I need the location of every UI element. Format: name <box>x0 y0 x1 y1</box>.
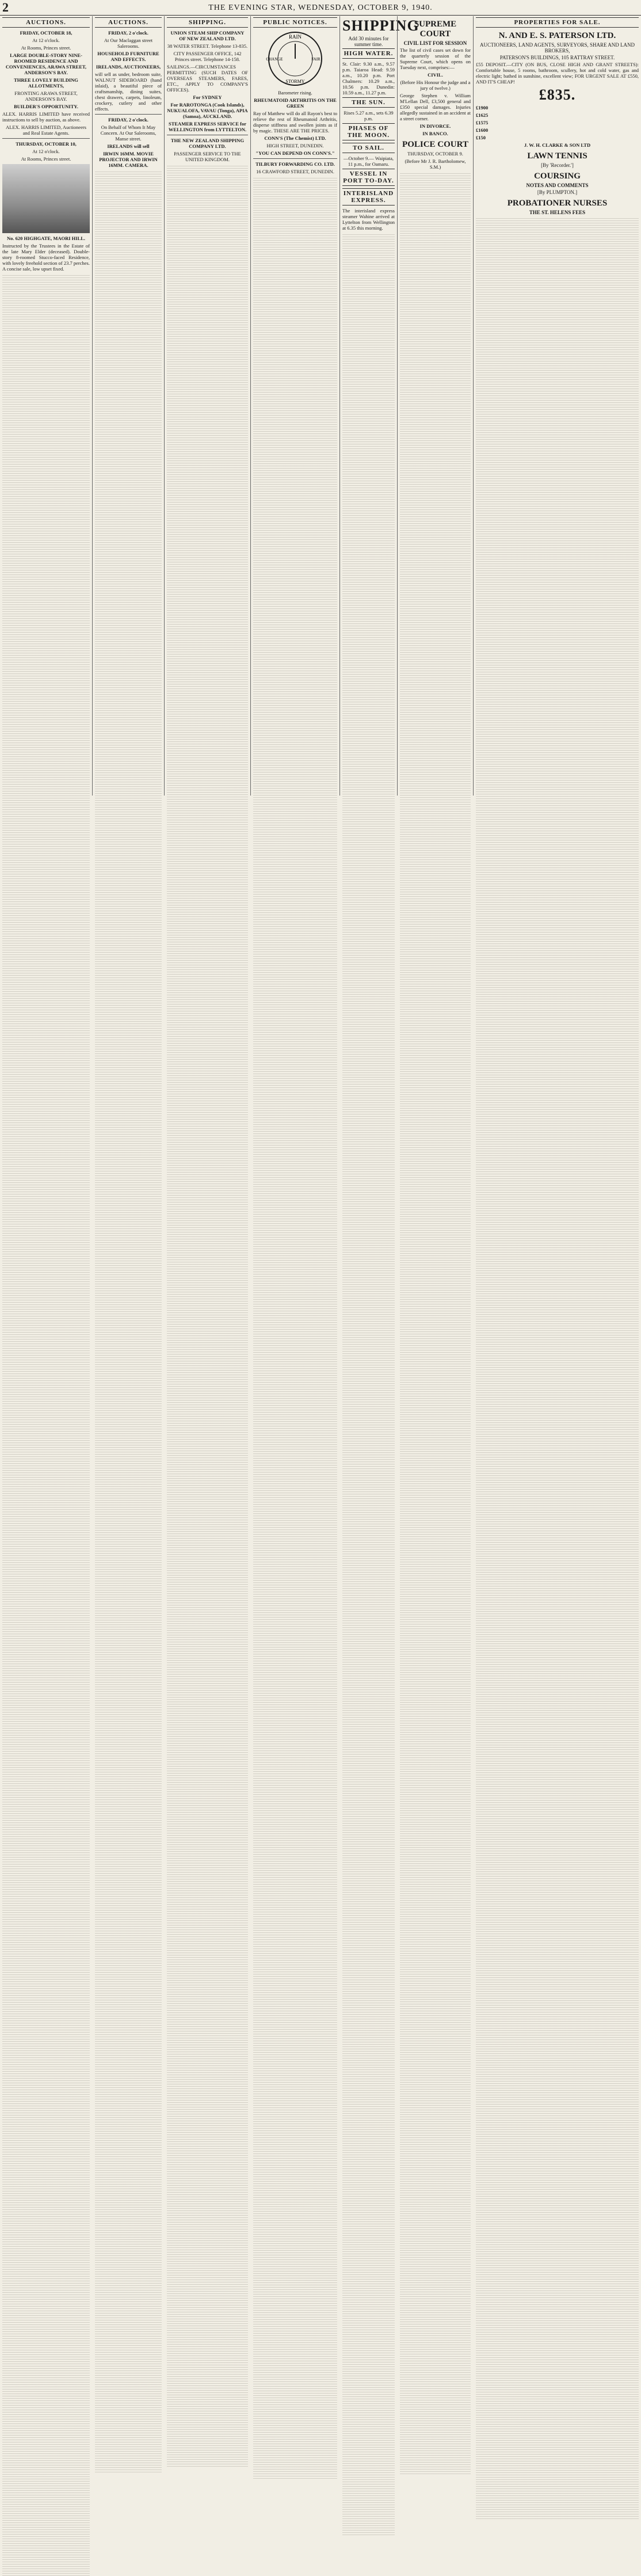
column-shipping-news <box>339 16 419 796</box>
ad-time: At 12 o'clock. <box>32 37 60 44</box>
subhead: CIVIL. <box>428 72 443 78</box>
ad-firm: CONN'S (The Chemist) LTD. <box>264 135 326 142</box>
small-print-text <box>253 176 337 2479</box>
ad-title: UNION STEAM SHIP COMPANY OF NEW ZEALAND LTD. <box>170 30 245 42</box>
moon-heading: PHASES OF THE MOON. <box>342 123 395 140</box>
headline: CIVIL LIST FOR SESSION <box>403 40 467 46</box>
interisland-heading: INTERISLAND EXPRESS. <box>342 188 395 206</box>
ad-title: RHEUMATOID ARTHRITIS ON THE GREEN <box>254 97 337 109</box>
subheadline: NOTES AND COMMENTS <box>526 182 589 189</box>
tides-heading: HIGH WATER. <box>342 48 395 59</box>
ad-office: CITY PASSENGER OFFICE, 142 Princes street. Telephone 14-158. <box>173 51 242 63</box>
section-subheading: Add 30 minutes for summer time. <box>348 36 389 47</box>
section-heading: PUBLIC NOTICES. <box>253 17 337 28</box>
ad-subhead: IRWIN 16MM. MOVIE PROJECTOR AND IRWIN 16MM. CAMERA. <box>99 151 158 169</box>
small-print-text <box>476 216 639 2519</box>
ad-body: SAILINGS.—CIRCUMSTANCES PERMITTING (SUCH DATES OF OVERSEAS STEAMERS, FARES, ETC., APPLY TO COMPANY'S OFFICES). <box>167 64 248 93</box>
ad-body: On Behalf of Whom It May Concern. At Our Salerooms, Manse street. <box>100 124 157 142</box>
badge-label-left: CHANGE <box>266 57 283 62</box>
headline: LAWN TENNIS <box>527 151 587 161</box>
section-heading: AUCTIONS. <box>2 17 90 28</box>
ad-body: Instructed by the Trustees in the Estate of the late Mary Elder (deceased). Double-story 8-roomed Stucco-faced Residence, with lovely freehold section of 23.7 perches. A concise sale, low upset fixed. <box>2 243 90 272</box>
ad-lot: THREE LOVELY BUILDING ALLOTMENTS, <box>14 77 78 89</box>
ad-agent: IRELANDS will sell <box>107 143 150 150</box>
ad-date: FRIDAY, 2 o'clock. <box>108 30 148 36</box>
badge-label-right: FAIR <box>311 57 320 62</box>
ad-agent: ALEX. HARRIS LIMITED, Auctioneers and Real Estate Agents. <box>6 124 86 136</box>
masthead-title: THE EVENING STAR, WEDNESDAY, OCTOBER 9, 1940. <box>208 3 433 12</box>
badge-caption: Barometer rising. <box>278 90 312 96</box>
ad-body: ALEX. HARRIS LIMITED have received instructions to sell by auction, as above. <box>2 111 90 123</box>
firm-subtitle: AUCTIONEERS, LAND AGENTS, SURVEYORS, SHARE AND LAND BROKERS, <box>479 42 635 54</box>
badge-label-bottom: STORMY <box>285 79 305 84</box>
sail-heading: TO SAIL. <box>342 143 395 153</box>
ad-slogan: "YOU CAN DEPEND ON CONN'S." <box>255 150 335 157</box>
price: £1575 <box>476 120 489 126</box>
subhead: IN BANCO. <box>422 131 448 137</box>
divider <box>253 158 337 159</box>
ad-title: THE NEW ZEALAND SHIPPING COMPANY LTD. <box>170 138 245 150</box>
section-heading: AUCTIONS. <box>95 17 162 28</box>
small-print-text <box>342 233 395 2535</box>
ad-place: At Our Maclaggan street Salerooms. <box>104 37 153 50</box>
article-text: George Stephen v. William M'Lellan Dell, £3,500 general and £350 special damages. Injuries allegedly sustained in an accident at a street corner. <box>400 93 471 122</box>
route: For SYDNEY <box>193 94 222 101</box>
sail-text: —October 9.— Waipiata, 11 p.m., for Oamaru. <box>344 155 394 168</box>
ad-place: At Rooms, Princes street. <box>21 156 71 162</box>
byline: [By 'Recorder.'] <box>541 162 574 169</box>
photo-caption: No. 620 HIGHGATE, MAORI HILL. <box>6 235 86 242</box>
headline: POLICE COURT <box>402 140 468 150</box>
headline: PROBATIONER NURSES <box>507 199 608 208</box>
subheadline: THE ST. HELENS FEES <box>529 210 586 216</box>
price: £1625 <box>476 112 489 119</box>
newspaper-page <box>0 0 641 797</box>
barometer-badge <box>266 30 324 87</box>
column-public-notices <box>250 16 339 796</box>
ad-date: FRIDAY, 2 o'clock. <box>108 117 148 123</box>
price: £150 <box>476 135 486 141</box>
interisland-text: The interisland express steamer Wahine arrived at Lyttelton from Wellington at 6.35 this morning. <box>342 208 395 231</box>
small-print-text <box>2 273 90 2576</box>
route: STEAMER EXPRESS SERVICE for WELLINGTON from LYTTELTON. <box>168 121 247 133</box>
divider <box>2 138 90 139</box>
article-text: THURSDAY, OCTOBER 9. <box>407 151 463 157</box>
small-print-text <box>167 164 248 2467</box>
ad-lot: FRONTING ARAWA STREET, ANDERSON'S BAY. <box>14 90 78 102</box>
price: £1900 <box>476 105 489 111</box>
section-heading: SHIPPING. <box>167 17 248 28</box>
sun-heading: THE SUN. <box>342 97 395 108</box>
article-text: (Before Mr J. R. Bartholomew, S.M.) <box>405 158 466 170</box>
firm-address: PATERSON'S BUILDINGS, 105 RATTRAY STREET. <box>499 55 615 60</box>
article-text: (Before His Honour the judge and a jury of twelve.) <box>400 79 471 92</box>
port-heading: VESSEL IN PORT TO-DAY. <box>342 169 395 186</box>
ad-date: FRIDAY, OCTOBER 18, <box>20 30 73 36</box>
price: £835. <box>539 86 576 104</box>
masthead <box>0 0 641 16</box>
column-supreme-court <box>397 16 473 796</box>
small-print-text <box>400 172 471 2474</box>
column-auctions-2 <box>92 16 164 796</box>
ad-lot: BUILDER'S OPPORTUNITY. <box>14 104 78 110</box>
ad-agent: IRELANDS, AUCTIONEERS, <box>96 64 161 70</box>
listing-text: £55 DEPOSIT.—CITY (ON BUS, CLOSE HIGH AND GRANT STREETS): Comfortable house, 5 rooms, bathroom, scullery, hot and cold water, gas and electric light; bathed in sunshine, excellent view; FOR URGENT SALE AT £550, AND IT'S CHEAP! <box>476 62 639 85</box>
column-properties <box>473 16 641 796</box>
section-heading: SUPREME COURT <box>414 20 457 39</box>
firm-name: N. AND E. S. PATERSON LTD. <box>498 31 616 40</box>
column-auctions <box>0 16 92 796</box>
byline: [By PLUMPTON.] <box>537 189 578 196</box>
route: For RAROTONGA (Cook Islands), NUKUALOFA, VAVAU (Tonga), APIA (Samoa), AUCKLAND. <box>167 102 248 120</box>
ad-address: 38 WATER STREET. Telephone 13-835. <box>167 43 248 50</box>
house-photo <box>2 164 90 233</box>
price: £1600 <box>476 127 489 134</box>
page-number: 2 <box>2 0 9 14</box>
agent-name: J. W. H. CLARKE & SON LTD <box>524 142 591 149</box>
section-heading: PROPERTIES FOR SALE. <box>476 17 639 28</box>
ad-lot: LARGE DOUBLE-STORY NINE-ROOMED RESIDENCE AND CONVENIENCES, ARAWA STREET, ANDERSON'S BAY. <box>5 52 87 76</box>
article-text: The list of civil cases set down for the quarterly session of the Supreme Court, which opens on Tuesday next, comprises:— <box>400 47 471 71</box>
ad-body: will sell as under, bedroom suite, WALNUT SIDEBOARD (hand inlaid), a beautiful piece of craftsmanship, dining suites, chest drawers, carpets, linoleum, crockery, cutlery and other effects. <box>95 71 162 112</box>
ad-address: HIGH STREET, DUNEDIN. <box>266 143 324 149</box>
ad-place: At Rooms, Princes street. <box>21 45 71 51</box>
ad-subhead: PASSENGER SERVICE TO THE UNITED KINGDOM. <box>174 151 241 163</box>
subhead: IN DIVORCE. <box>419 123 451 130</box>
ad-body: Ray of Matthew will do all Rayon's best to relieve the rest of Rheumatoid Arthritis, disperse stiffness and swollen joints as if by magic. THESE ARE THE PRICES. <box>253 111 337 134</box>
ad-time: At 12 o'clock. <box>32 149 60 155</box>
badge-label-top: RAIN <box>289 34 302 40</box>
tides-text: St. Clair: 9.30 a.m., 9.57 p.m. Taiaroa Head: 9.59 a.m., 10.20 p.m. Port Chalmers: 10.29 a.m., 10.56 p.m. Dunedin: 10.59 a.m., 11.27 p.m. <box>342 61 395 96</box>
ad-subhead: HOUSEHOLD FURNITURE AND EFFECTS. <box>97 51 159 63</box>
small-print-text <box>95 170 162 2472</box>
sun-text: Rises 5.27 a.m., sets 6.39 p.m. <box>344 110 394 122</box>
ad-title: TILBURY FORWARDING CO. LTD. <box>255 161 335 168</box>
section-heading: SHIPPING <box>342 17 419 34</box>
headline: COURSING <box>534 172 581 181</box>
divider <box>95 114 162 115</box>
ad-date: THURSDAY, OCTOBER 10, <box>16 141 77 147</box>
ad-address: 16 CRAWFORD STREET, DUNEDIN. <box>256 169 334 175</box>
column-shipping <box>164 16 250 796</box>
